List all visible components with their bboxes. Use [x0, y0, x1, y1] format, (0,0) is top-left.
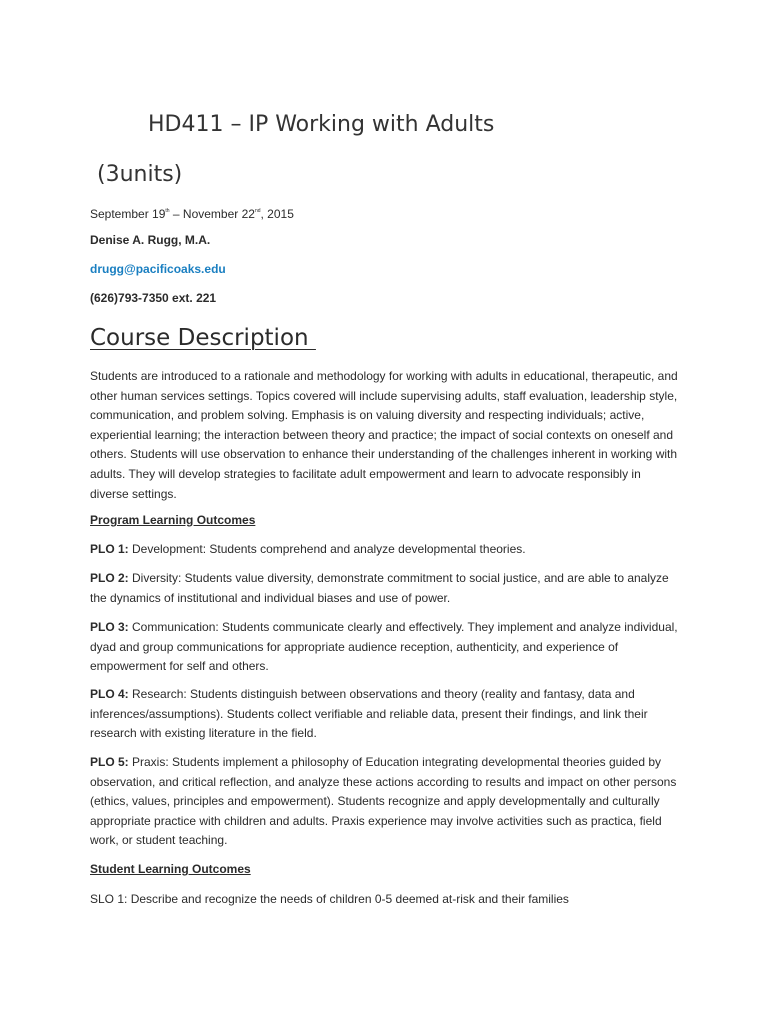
instructor-name: Denise A. Rugg, M.A.	[90, 233, 211, 247]
dates-year: , 2015	[260, 207, 294, 221]
dates-start: September 19	[90, 207, 166, 221]
plo-heading: Program Learning Outcomes	[90, 513, 256, 527]
plo-label: PLO 1:	[90, 542, 129, 556]
plo-label: PLO 3:	[90, 620, 129, 634]
plo-label: PLO 2:	[90, 571, 129, 585]
plo-item	[90, 540, 680, 560]
plo-item	[90, 753, 680, 851]
course-description-text: Students are introduced to a rationale and methodology for working with adults in educational, therapeutic, and other human services settings. Topics covered will include supervising adults, staff evaluation, leadership style, communication, and problem solving. Emphasis is on valuing diversity and respecting individuals; active, experiential learning; the interaction between theory and practice; the impact of social contexts on oneself and others. Students will use observation to enhance their understanding of the challenges inherent in working with adults. They will develop strategies to facilitate adult empowerment and learn to advocate responsibly in diverse settings.	[90, 369, 678, 501]
dates-end: – November 22	[169, 207, 255, 221]
plo-item	[90, 569, 680, 608]
plo-text: Communication: Students communicate clearly and effectively. They implement and analyze individual, dyad and group communications for appropriate audience reception, authenticity, and experience of empowerment for self and others.	[90, 620, 678, 674]
plo-item	[90, 618, 680, 677]
plo-item	[90, 685, 680, 744]
dates-start-suffix: th	[165, 208, 170, 214]
plo-label: PLO 5:	[90, 755, 129, 769]
plo-text: Diversity: Students value diversity, demonstrate commitment to social justice, and are able to analyze the dynamics of institutional and individual biases and use of power.	[90, 571, 669, 605]
plo-text: Research: Students distinguish between observations and theory (reality and fantasy, data and inferences/assumptions). Students collect verifiable and reliable data, present their findings, and link their research with existing literature in the field.	[90, 687, 648, 741]
dates-end-suffix: nd	[254, 208, 261, 214]
slo-item: SLO 1: Describe and recognize the needs of children 0-5 deemed at-risk and their families	[90, 892, 569, 906]
slo-heading: Student Learning Outcomes	[90, 862, 251, 876]
plo-text: Development: Students comprehend and analyze developmental theories.	[128, 542, 526, 556]
course-description-heading: Course Description	[90, 325, 316, 351]
plo-text: Praxis: Students implement a philosophy of Education integrating developmental theories guided by observation, and critical reflection, and analyze these actions according to results and impact on other persons (ethics, values, principles and empowerment). Students recognize and apply developmentally and culturally appropriate practice with children and adults. Praxis experience may involve activities such as practica, field work, or student teaching.	[90, 755, 677, 848]
course-units: (3units)	[97, 162, 183, 187]
course-title: HD411 – IP Working with Adults	[148, 112, 495, 137]
course-dates	[90, 203, 294, 222]
plo-label: PLO 4:	[90, 687, 129, 701]
instructor-email-link[interactable]: drugg@pacificoaks.edu	[90, 262, 226, 276]
instructor-phone: (626)793-7350 ext. 221	[90, 291, 217, 305]
